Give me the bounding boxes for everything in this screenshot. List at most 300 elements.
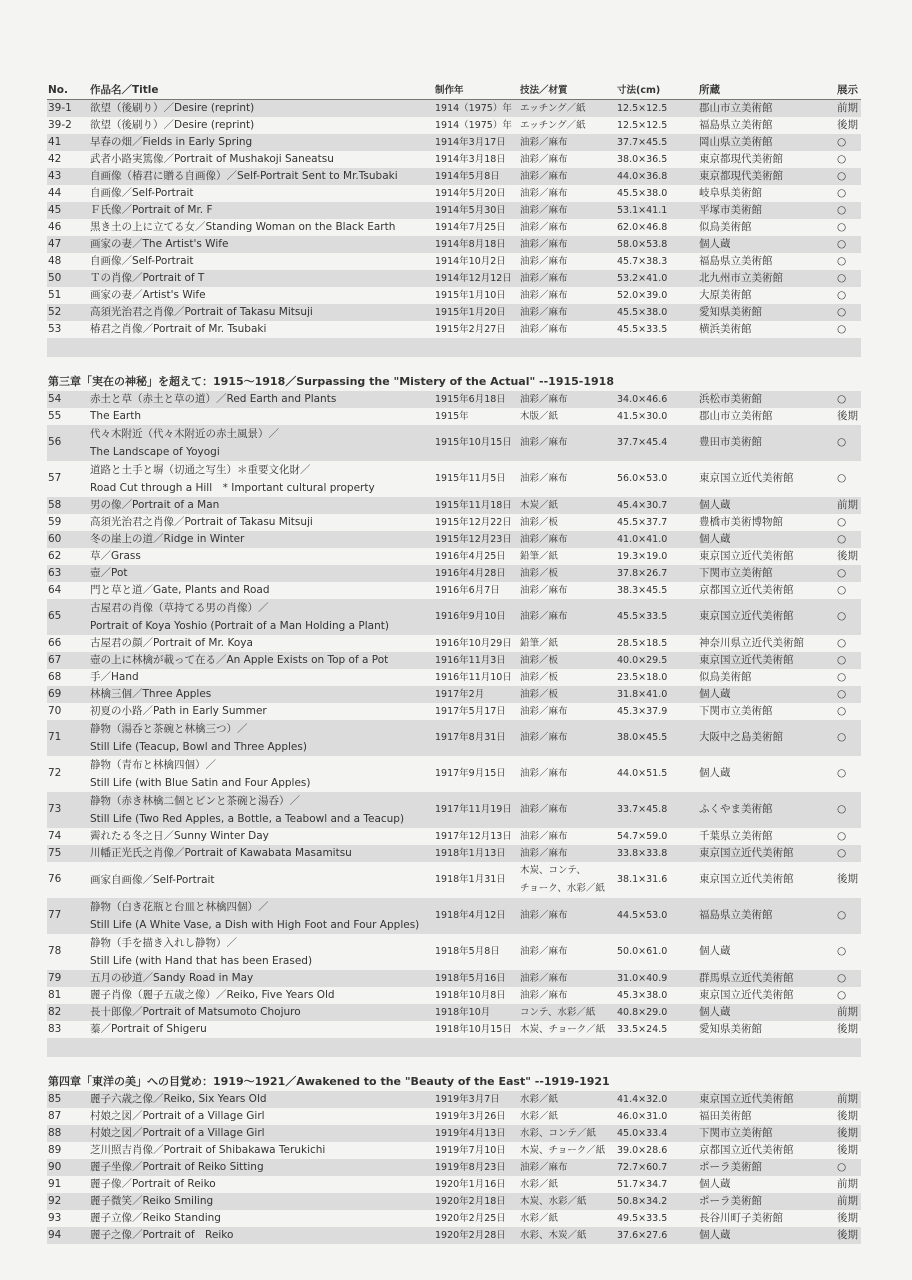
cell-date: 1920年2月25日 xyxy=(435,1213,506,1224)
section-heading-chapter3: 第三章「実在の神秘」を超えて：1915～1918／Surpassing the "Mistery of the Actual" --1915-1918 xyxy=(48,375,614,388)
cell-title: 麗子肖像（麗子五歳之像）／Reiko, Five Years Old xyxy=(90,989,335,1001)
cell-date: 1915年2月27日 xyxy=(435,324,506,335)
table-row xyxy=(47,934,861,970)
cell-title xyxy=(90,792,404,828)
cell-title: 麗子六歳之像／Reiko, Six Years Old xyxy=(90,1093,267,1105)
table-row xyxy=(47,970,861,987)
cell-size: 52.0×39.0 xyxy=(617,290,668,301)
cell-date: 1915年12月22日 xyxy=(435,517,512,528)
cell-exhibit: ○ xyxy=(837,306,847,318)
cell-owner: 個人蔵 xyxy=(699,1006,731,1018)
cell-exhibit: ○ xyxy=(837,187,847,199)
cell-technique: コンテ、水彩／紙 xyxy=(520,1007,596,1018)
cell-size: 23.5×18.0 xyxy=(617,672,668,683)
cell-size: 46.0×31.0 xyxy=(617,1111,668,1122)
cell-technique: 油彩／麻布 xyxy=(520,973,568,984)
cell-owner: 個人蔵 xyxy=(699,238,731,250)
cell-no: 71 xyxy=(48,731,62,743)
cell-owner: 大原美術館 xyxy=(699,289,752,301)
cell-no: 42 xyxy=(48,153,62,165)
cell-date: 1915年 xyxy=(435,411,469,422)
cell-owner: 長谷川町子美術館 xyxy=(699,1212,783,1224)
cell-owner: 大阪中之島美術館 xyxy=(699,731,783,743)
cell-size: 38.0×36.5 xyxy=(617,154,668,165)
section-spacer xyxy=(47,338,861,357)
cell-exhibit: 前期 xyxy=(837,102,858,114)
cell-size: 44.5×53.0 xyxy=(617,910,668,921)
cell-title-ja: 静物（湯呑と茶碗と林檎三つ）／ xyxy=(90,723,248,735)
cell-no: 70 xyxy=(48,705,62,717)
cell-date: 1918年4月12日 xyxy=(435,910,506,921)
cell-date: 1914年5月30日 xyxy=(435,205,506,216)
cell-exhibit: ○ xyxy=(837,654,847,666)
cell-no: 77 xyxy=(48,909,62,921)
cell-exhibit: ○ xyxy=(837,516,847,528)
cell-exhibit: ○ xyxy=(837,436,847,448)
cell-exhibit: ○ xyxy=(837,170,847,182)
cell-owner: ふくやま美術館 xyxy=(699,803,773,815)
cell-title: 村娘之図／Portrait of a Village Girl xyxy=(90,1127,265,1139)
cell-title: Ｆ氏像／Portrait of Mr. F xyxy=(90,204,213,216)
cell-owner: 下関市立美術館 xyxy=(699,1127,773,1139)
cell-exhibit: 後期 xyxy=(837,410,858,422)
cell-date: 1914年8月18日 xyxy=(435,239,506,250)
cell-technique: 油彩／麻布 xyxy=(520,324,568,335)
cell-title-ja: 静物（手を描き入れし静物）／ xyxy=(90,937,237,949)
cell-size: 72.7×60.7 xyxy=(617,1162,668,1173)
cell-exhibit: 後期 xyxy=(837,1212,858,1224)
cell-no: 66 xyxy=(48,637,62,649)
cell-title: 五月の砂道／Sandy Road in May xyxy=(90,972,254,984)
cell-title: 麗子像／Portrait of Reiko xyxy=(90,1178,216,1190)
cell-size: 53.1×41.1 xyxy=(617,205,668,216)
cell-date: 1919年4月13日 xyxy=(435,1128,506,1139)
cell-exhibit: ○ xyxy=(837,584,847,596)
cell-size: 49.5×33.5 xyxy=(617,1213,668,1224)
table-header xyxy=(47,82,861,100)
cell-size: 45.5×38.0 xyxy=(617,307,668,318)
cell-size: 62.0×46.8 xyxy=(617,222,668,233)
table-body-group3 xyxy=(47,1091,861,1244)
cell-date: 1914年3月17日 xyxy=(435,137,506,148)
table-row xyxy=(47,565,861,582)
cell-technique: 鉛筆／紙 xyxy=(520,638,559,649)
cell-title xyxy=(90,720,307,756)
table-row xyxy=(47,425,861,461)
cell-technique: エッチング／紙 xyxy=(520,120,586,131)
cell-date: 1914年12月12日 xyxy=(435,273,512,284)
cell-exhibit: ○ xyxy=(837,323,847,335)
cell-date: 1915年10月15日 xyxy=(435,437,512,448)
cell-title-ja: 静物（白き花瓶と台皿と林檎四個）／ xyxy=(90,901,269,913)
cell-exhibit: 後期 xyxy=(837,1229,858,1241)
cell-no: 45 xyxy=(48,204,62,216)
cell-owner: 東京国立近代美術館 xyxy=(699,989,794,1001)
cell-no: 72 xyxy=(48,767,62,779)
cell-owner: 神奈川県立近代美術館 xyxy=(699,637,804,649)
cell-size: 50.0×61.0 xyxy=(617,946,668,957)
cell-exhibit: ○ xyxy=(837,136,847,148)
cell-no: 67 xyxy=(48,654,62,666)
cell-date: 1914（1975）年 xyxy=(435,120,512,131)
cell-title: 高須光治君之肖像／Portrait of Takasu Mitsuji xyxy=(90,516,313,528)
cell-technique: 油彩／麻布 xyxy=(520,273,568,284)
cell-date: 1918年1月13日 xyxy=(435,848,506,859)
cell-no: 51 xyxy=(48,289,62,301)
cell-owner: 郡山市立美術館 xyxy=(699,102,773,114)
cell-no: 75 xyxy=(48,847,62,859)
table-row xyxy=(47,514,861,531)
cell-title: 林檎三個／Three Apples xyxy=(90,688,212,700)
cell-technique: 油彩／麻布 xyxy=(520,831,568,842)
header-exhibit: 展示 xyxy=(837,84,858,96)
cell-title-en: Road Cut through a Hill * Important cultural property xyxy=(90,482,375,494)
cell-technique: 油彩／麻布 xyxy=(520,910,568,921)
cell-exhibit: ○ xyxy=(837,847,847,859)
table-row xyxy=(47,862,861,898)
cell-technique: 油彩／麻布 xyxy=(520,239,568,250)
cell-technique-line2: チョーク、水彩／紙 xyxy=(520,883,605,894)
cell-date: 1916年11月3日 xyxy=(435,655,506,666)
cell-no: 46 xyxy=(48,221,62,233)
cell-size: 31.0×40.9 xyxy=(617,973,668,984)
cell-size: 31.8×41.0 xyxy=(617,689,668,700)
cell-no: 64 xyxy=(48,584,62,596)
cell-title xyxy=(90,425,279,461)
cell-exhibit: ○ xyxy=(837,153,847,165)
cell-size: 45.5×37.7 xyxy=(617,517,668,528)
cell-owner: 千葉県立美術館 xyxy=(699,830,773,842)
cell-size: 54.7×59.0 xyxy=(617,831,668,842)
cell-exhibit: ○ xyxy=(837,767,847,779)
cell-size: 38.0×45.5 xyxy=(617,732,668,743)
cell-exhibit: 前期 xyxy=(837,1093,858,1105)
cell-no: 43 xyxy=(48,170,62,182)
cell-owner: 浜松市美術館 xyxy=(699,393,762,405)
cell-size: 37.6×27.6 xyxy=(617,1230,668,1241)
cell-title: 赤土と草（赤土と草の道）／Red Earth and Plants xyxy=(90,393,337,405)
cell-technique: 油彩／麻布 xyxy=(520,990,568,1001)
cell-technique: 油彩／麻布 xyxy=(520,205,568,216)
cell-owner: 似鳥美術館 xyxy=(699,671,752,683)
cell-technique: 油彩／麻布 xyxy=(520,611,568,622)
cell-exhibit: 前期 xyxy=(837,1178,858,1190)
cell-no: 65 xyxy=(48,610,62,622)
cell-size: 34.0×46.6 xyxy=(617,394,668,405)
cell-technique: 油彩／麻布 xyxy=(520,256,568,267)
cell-size: 44.0×51.5 xyxy=(617,768,668,779)
cell-title: 自画像／Self-Portrait xyxy=(90,187,194,199)
cell-no: 85 xyxy=(48,1093,62,1105)
cell-owner: 個人蔵 xyxy=(699,767,731,779)
cell-date: 1915年1月20日 xyxy=(435,307,506,318)
cell-no: 73 xyxy=(48,803,62,815)
cell-exhibit: 後期 xyxy=(837,119,858,131)
cell-technique: 木炭、チョーク／紙 xyxy=(520,1145,606,1156)
cell-technique: 油彩／麻布 xyxy=(520,188,568,199)
table-row xyxy=(47,703,861,720)
cell-size: 33.5×24.5 xyxy=(617,1024,668,1035)
cell-exhibit: 後期 xyxy=(837,1023,858,1035)
cell-owner: 福島県立美術館 xyxy=(699,119,773,131)
cell-exhibit: ○ xyxy=(837,945,847,957)
cell-no: 60 xyxy=(48,533,62,545)
cell-technique: 油彩／板 xyxy=(520,517,559,528)
header-technique: 技法／材質 xyxy=(520,85,568,96)
cell-owner: 個人蔵 xyxy=(699,688,731,700)
cell-owner: 個人蔵 xyxy=(699,499,731,511)
cell-date: 1917年12月13日 xyxy=(435,831,512,842)
cell-technique: 油彩／板 xyxy=(520,689,559,700)
table-row xyxy=(47,1108,861,1125)
cell-exhibit: ○ xyxy=(837,533,847,545)
table-row xyxy=(47,1159,861,1176)
cell-technique xyxy=(520,862,605,898)
cell-date: 1916年10月29日 xyxy=(435,638,512,649)
table-row xyxy=(47,792,861,828)
cell-size: 45.5×33.5 xyxy=(617,611,668,622)
header-title: 作品名／Title xyxy=(90,84,159,96)
cell-title: 村娘之図／Portrait of a Village Girl xyxy=(90,1110,265,1122)
cell-technique: 油彩／麻布 xyxy=(520,222,568,233)
cell-technique: 油彩／麻布 xyxy=(520,307,568,318)
cell-size: 39.0×28.6 xyxy=(617,1145,668,1156)
cell-size: 33.7×45.8 xyxy=(617,804,668,815)
cell-date: 1914年3月18日 xyxy=(435,154,506,165)
cell-title: 高須光治君之肖像／Portrait of Takasu Mitsuji xyxy=(90,306,313,318)
cell-technique: 油彩／麻布 xyxy=(520,394,568,405)
cell-title: 画家の妻／Artist's Wife xyxy=(90,289,206,301)
cell-no: 44 xyxy=(48,187,62,199)
cell-date: 1915年6月18日 xyxy=(435,394,506,405)
table-row xyxy=(47,168,861,185)
cell-size: 45.0×33.4 xyxy=(617,1128,668,1139)
cell-technique: 油彩／板 xyxy=(520,655,559,666)
cell-title-ja: 静物（青布と林檎四個）／ xyxy=(90,759,216,771)
cell-technique: 木炭／紙 xyxy=(520,500,559,511)
table-row xyxy=(47,828,861,845)
table-row xyxy=(47,635,861,652)
table-row xyxy=(47,845,861,862)
cell-no: 94 xyxy=(48,1229,62,1241)
cell-no: 63 xyxy=(48,567,62,579)
cell-title-en: The Landscape of Yoyogi xyxy=(90,446,220,458)
cell-no: 48 xyxy=(48,255,62,267)
cell-title-en: Portrait of Koya Yoshio (Portrait of a Man Holding a Plant) xyxy=(90,620,389,632)
header-no: No. xyxy=(48,84,68,96)
cell-owner: 愛知県美術館 xyxy=(699,1023,762,1035)
cell-size: 58.0×53.8 xyxy=(617,239,668,250)
cell-size: 50.8×34.2 xyxy=(617,1196,668,1207)
cell-size: 51.7×34.7 xyxy=(617,1179,668,1190)
cell-exhibit: ○ xyxy=(837,221,847,233)
cell-title-ja: 古屋君の肖像（草持てる男の肖像）／ xyxy=(90,602,269,614)
cell-owner: 群馬県立近代美術館 xyxy=(699,972,794,984)
cell-technique: 木炭、チョーク／紙 xyxy=(520,1024,606,1035)
cell-title: 麗子坐像／Portrait of Reiko Sitting xyxy=(90,1161,264,1173)
cell-date: 1918年10月15日 xyxy=(435,1024,512,1035)
table-row xyxy=(47,185,861,202)
cell-owner: 愛知県美術館 xyxy=(699,306,762,318)
cell-title: 欲望（後刷り）／Desire (reprint) xyxy=(90,102,255,114)
cell-date: 1919年7月10日 xyxy=(435,1145,506,1156)
cell-technique: 油彩／麻布 xyxy=(520,585,568,596)
cell-owner: 福田美術館 xyxy=(699,1110,752,1122)
cell-exhibit: ○ xyxy=(837,671,847,683)
table-row xyxy=(47,1021,861,1038)
table-row xyxy=(47,548,861,565)
cell-title: 長十郎像／Portrait of Matsumoto Chojuro xyxy=(90,1006,301,1018)
cell-exhibit: 後期 xyxy=(837,550,858,562)
cell-owner: 福島県立美術館 xyxy=(699,255,773,267)
cell-date: 1920年2月28日 xyxy=(435,1230,506,1241)
cell-date: 1914年10月2日 xyxy=(435,256,506,267)
cell-title: 門と草と道／Gate, Plants and Road xyxy=(90,584,270,596)
cell-date: 1916年4月25日 xyxy=(435,551,506,562)
cell-no: 58 xyxy=(48,499,62,511)
cell-title: 草／Grass xyxy=(90,550,141,562)
cell-date: 1915年11月18日 xyxy=(435,500,512,511)
cell-date: 1915年1月10日 xyxy=(435,290,506,301)
table-row xyxy=(47,987,861,1004)
cell-no: 87 xyxy=(48,1110,62,1122)
cell-date: 1918年5月16日 xyxy=(435,973,506,984)
table-row xyxy=(47,898,861,934)
cell-date: 1917年11月19日 xyxy=(435,804,512,815)
cell-exhibit: ○ xyxy=(837,1161,847,1173)
cell-no: 89 xyxy=(48,1144,62,1156)
cell-no: 62 xyxy=(48,550,62,562)
cell-owner: 似鳥美術館 xyxy=(699,221,752,233)
cell-no: 83 xyxy=(48,1023,62,1035)
cell-no: 82 xyxy=(48,1006,62,1018)
cell-title: 早春の畑／Fields in Early Spring xyxy=(90,136,253,148)
cell-exhibit: ○ xyxy=(837,255,847,267)
cell-exhibit: ○ xyxy=(837,238,847,250)
cell-technique: 油彩／麻布 xyxy=(520,473,568,484)
cell-technique: 油彩／麻布 xyxy=(520,804,568,815)
cell-owner: 東京国立近代美術館 xyxy=(699,550,794,562)
cell-owner: 京都国立近代美術館 xyxy=(699,584,794,596)
table-row xyxy=(47,531,861,548)
cell-date: 1916年11月10日 xyxy=(435,672,512,683)
section-heading-chapter4: 第四章「東洋の美」への目覚め：1919～1921／Awakened to the "Beauty of the East" --1919-1921 xyxy=(48,1075,610,1088)
cell-title-en: Still Life (with Blue Satin and Four Apples) xyxy=(90,777,311,789)
table-row xyxy=(47,461,861,497)
table-row xyxy=(47,599,861,635)
cell-no: 50 xyxy=(48,272,62,284)
table-row xyxy=(47,686,861,703)
cell-no: 54 xyxy=(48,393,62,405)
cell-title: 古屋君の顔／Portrait of Mr. Koya xyxy=(90,637,253,649)
cell-no: 90 xyxy=(48,1161,62,1173)
cell-size: 12.5×12.5 xyxy=(617,120,668,131)
cell-exhibit: ○ xyxy=(837,803,847,815)
cell-technique: 油彩／板 xyxy=(520,568,559,579)
cell-owner: 東京都現代美術館 xyxy=(699,153,783,165)
cell-date: 1918年10月 xyxy=(435,1007,491,1018)
cell-technique: 油彩／麻布 xyxy=(520,137,568,148)
cell-owner: 東京国立近代美術館 xyxy=(699,654,794,666)
cell-owner: 岐阜県美術館 xyxy=(699,187,762,199)
cell-title xyxy=(90,461,375,497)
cell-owner: 平塚市美術館 xyxy=(699,204,762,216)
cell-size: 19.3×19.0 xyxy=(617,551,668,562)
cell-no: 93 xyxy=(48,1212,62,1224)
cell-exhibit: ○ xyxy=(837,610,847,622)
cell-date: 1920年2月18日 xyxy=(435,1196,506,1207)
cell-title: 麗子之像／Portrait of Reiko xyxy=(90,1229,234,1241)
table-row xyxy=(47,582,861,599)
cell-exhibit: ○ xyxy=(837,637,847,649)
cell-technique-line1: 木炭、コンテ、 xyxy=(520,865,586,876)
cell-technique: 鉛筆／紙 xyxy=(520,551,559,562)
cell-date: 1918年1月31日 xyxy=(435,874,506,885)
cell-exhibit: ○ xyxy=(837,972,847,984)
table-row xyxy=(47,236,861,253)
table-row xyxy=(47,391,861,408)
cell-title: 手／Hand xyxy=(90,671,139,683)
cell-size: 38.3×45.5 xyxy=(617,585,668,596)
cell-technique: 水彩／紙 xyxy=(520,1094,559,1105)
cell-exhibit: ○ xyxy=(837,989,847,1001)
table-row xyxy=(47,1193,861,1210)
cell-title: 壺／Pot xyxy=(90,567,128,579)
cell-technique: 油彩／麻布 xyxy=(520,768,568,779)
cell-owner: 豊橋市美術博物館 xyxy=(699,516,783,528)
cell-title: Ｔの肖像／Portrait of T xyxy=(90,272,205,284)
cell-date: 1914年5月8日 xyxy=(435,171,500,182)
table-row xyxy=(47,253,861,270)
cell-no: 76 xyxy=(48,873,62,885)
cell-date: 1917年5月17日 xyxy=(435,706,506,717)
table-row xyxy=(47,652,861,669)
cell-no: 81 xyxy=(48,989,62,1001)
cell-size: 45.3×38.0 xyxy=(617,990,668,1001)
cell-no: 39-1 xyxy=(48,102,72,114)
cell-title: 椿君之肖像／Portrait of Mr. Tsubaki xyxy=(90,323,267,335)
cell-technique: エッチング／紙 xyxy=(520,103,586,114)
cell-date: 1914年5月20日 xyxy=(435,188,506,199)
cell-date: 1916年9月10日 xyxy=(435,611,506,622)
cell-title: 画家自画像／Self-Portrait xyxy=(90,874,215,886)
cell-size: 45.4×30.7 xyxy=(617,500,668,511)
cell-exhibit: ○ xyxy=(837,705,847,717)
table-row xyxy=(47,669,861,686)
cell-no: 78 xyxy=(48,945,62,957)
cell-exhibit: ○ xyxy=(837,909,847,921)
cell-date: 1915年11月5日 xyxy=(435,473,506,484)
cell-title-ja: 静物（赤き林檎二個とビンと茶碗と湯呑）／ xyxy=(90,795,300,807)
table-row xyxy=(47,497,861,514)
cell-size: 41.4×32.0 xyxy=(617,1094,668,1105)
table-row xyxy=(47,321,861,338)
cell-date: 1914年7月25日 xyxy=(435,222,506,233)
table-row xyxy=(47,1210,861,1227)
cell-title-en: Still Life (A White Vase, a Dish with High Foot and Four Apples) xyxy=(90,919,420,931)
cell-title: 欲望（後刷り）／Desire (reprint) xyxy=(90,119,255,131)
table-row xyxy=(47,1091,861,1108)
cell-owner: ポーラ美術館 xyxy=(699,1195,762,1207)
cell-owner: 横浜美術館 xyxy=(699,323,752,335)
header-size: 寸法(cm) xyxy=(617,85,661,96)
cell-size: 41.0×41.0 xyxy=(617,534,668,545)
cell-title-ja: 道路と土手と塀（切通之写生）＊重要文化財／ xyxy=(90,464,311,476)
cell-title-en: Still Life (with Hand that has been Erased) xyxy=(90,955,313,967)
cell-owner: 東京国立近代美術館 xyxy=(699,472,794,484)
table-row xyxy=(47,756,861,792)
cell-owner: 福島県立美術館 xyxy=(699,909,773,921)
